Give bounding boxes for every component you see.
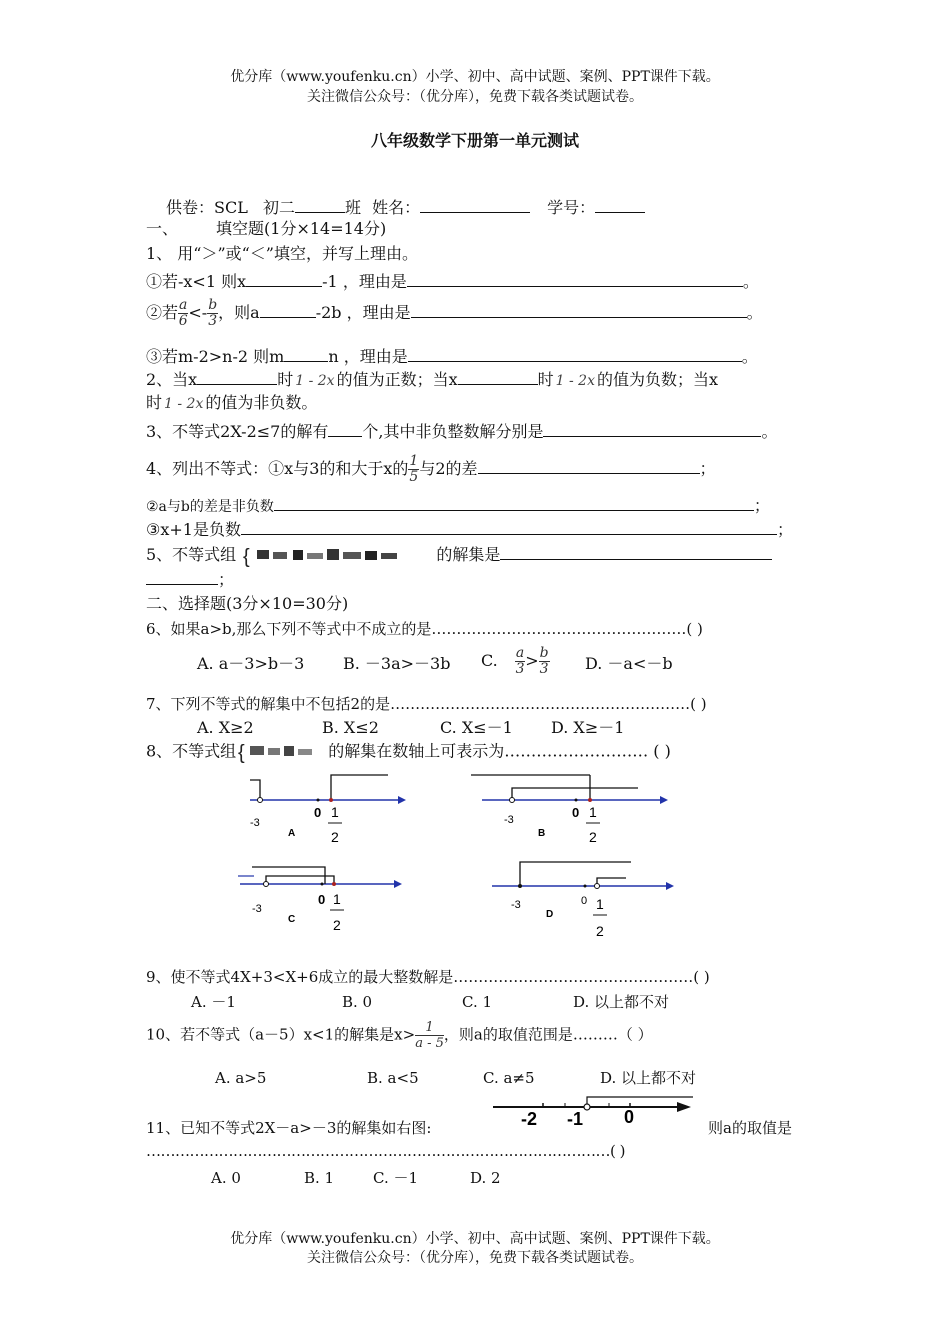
diagram-label-a: A [288, 828, 296, 839]
q4-semicolon-3: ； [776, 520, 793, 539]
solution-bracket-left [520, 862, 631, 886]
number-blank[interactable] [595, 196, 645, 213]
fraction-numerator: 1 [415, 1020, 444, 1036]
q2-line2 [146, 393, 317, 414]
half-denominator: 2 [331, 829, 339, 845]
q4-blank-2[interactable] [274, 494, 754, 511]
q6-c-fraction-1 [515, 646, 525, 677]
q11-option-b[interactable]: B. 1 [304, 1169, 335, 1187]
q2-line1 [146, 368, 718, 391]
q1-b-blank[interactable] [260, 301, 316, 318]
q4-semicolon-2: ； [753, 496, 770, 515]
axis-arrow-icon [660, 796, 668, 804]
q11-number-line [493, 1094, 698, 1130]
diagram-label-b: B [538, 828, 546, 839]
q5-blank-line1[interactable] [500, 543, 772, 560]
half-dot [588, 798, 592, 802]
grade-label: 初二 [262, 198, 295, 217]
tick-label-0: 0 [318, 892, 326, 907]
tick-label-0: 0 [314, 805, 322, 820]
tick-label-m3: -3 [252, 903, 262, 915]
q4-fraction [408, 454, 419, 485]
q1-b-reason-label: -2b ，理由是 [315, 303, 411, 322]
q1-b-less-than: <- [188, 303, 208, 322]
q1-c-reason-blank[interactable] [408, 345, 742, 362]
tick-label-m1: -1 [567, 1109, 584, 1129]
q6-option-c-label: C. [481, 651, 498, 670]
q1-c-prefix: ③若m-2>n-2 则m [146, 347, 285, 366]
q3-count-blank[interactable] [328, 420, 362, 437]
q10-option-c[interactable]: C. a≠5 [483, 1069, 535, 1087]
section2-heading: 二、选择题(3分×10=30分) [146, 594, 349, 613]
fraction-denominator: 6 [178, 313, 188, 329]
tick-label-0: 0 [581, 895, 588, 907]
zero-dot [584, 885, 587, 888]
q4-semicolon-1: ； [699, 459, 716, 478]
half-denominator: 2 [589, 829, 597, 845]
half-denominator: 2 [596, 923, 604, 939]
q8-diagram-d[interactable] [492, 862, 674, 939]
q8-inequality-system-image [236, 741, 328, 763]
q1-c-reason-label: n ，理由是 [328, 347, 408, 366]
q11-option-c[interactable]: C. －1 [373, 1169, 419, 1187]
half-numerator: 1 [596, 896, 604, 912]
name-label: 姓名： [372, 198, 421, 217]
q4-line2 [146, 494, 770, 517]
page-title: 八年级数学下册第一单元测试 [370, 131, 579, 150]
q2-expression-3: 1 - 2x [164, 396, 204, 412]
q2-when-1: 时 [277, 370, 294, 389]
half-numerator: 1 [589, 804, 597, 820]
open-point-marker [264, 882, 269, 887]
q9-option-b[interactable]: B. 0 [342, 993, 373, 1011]
q10-option-d[interactable]: D. 以上都不对 [600, 1069, 697, 1087]
solution-bracket-left [512, 788, 638, 800]
half-numerator: 1 [331, 804, 339, 820]
q6-c-greater-than: > [525, 651, 539, 670]
solution-bracket-right [597, 878, 626, 886]
q5-line1 [146, 543, 772, 567]
q1-a-blank[interactable] [246, 270, 322, 287]
fraction-numerator: b [539, 645, 549, 661]
q1-c-end: 。 [741, 347, 758, 366]
q6-option-b[interactable]: B. －3a>－3b [343, 654, 451, 673]
number-label: 学号： [547, 198, 596, 217]
svg-text:{: { [243, 545, 250, 567]
q3-middle: 个,其中非负整数解分别是 [362, 422, 544, 441]
q10-suffix: ，则a的取值范围是………（ ） [443, 1025, 653, 1044]
class-label: 班 [344, 198, 361, 217]
q4-diff-text: 与2的差 [419, 459, 478, 478]
fraction-denominator: 3 [515, 661, 525, 677]
q4-prefix: 4、列出不等式：①x与3的和大于x的 [146, 459, 409, 478]
q1-a-prefix: ①若-x<1 则x [146, 272, 247, 291]
q4-line3 [146, 518, 793, 540]
q5-line2 [146, 568, 234, 590]
q6-option-d[interactable]: D. －a<－b [585, 654, 673, 673]
q8-diagram-c[interactable] [238, 867, 402, 933]
q7-option-c[interactable]: C. X≤－1 [440, 718, 513, 737]
solution-bracket-right [331, 775, 388, 800]
footer-line-2: 关注微信公众号：（优分库），免费下载各类试题试卷。 [307, 1250, 643, 1266]
fraction-numerator: 1 [409, 453, 419, 469]
q9-option-a[interactable]: A. －1 [191, 993, 236, 1011]
q10-option-a[interactable]: A. a>5 [215, 1069, 267, 1087]
q2-when-3: 时 [146, 393, 163, 412]
solution-bracket-left [250, 780, 260, 800]
half-dot [329, 798, 333, 802]
q4-blank-3[interactable] [241, 518, 777, 535]
q5-solution-label: 的解集是 [436, 545, 501, 564]
q11-option-a[interactable]: A. 0 [211, 1169, 241, 1187]
q10-prefix: 10、若不等式（a－5）x<1的解集是x> [146, 1025, 416, 1044]
solution-bracket-right [266, 876, 334, 884]
q1-b-fraction-2 [207, 298, 218, 329]
footer-line-1: 优分库（www.youfenku.cn）小学、初中、高中试题、案例、PPT课件下载。 [230, 1231, 720, 1247]
q1-b [146, 298, 763, 329]
q9-option-c[interactable]: C. 1 [462, 993, 493, 1011]
tick-label-m3: -3 [504, 814, 514, 826]
q1-c [146, 345, 758, 367]
q1-b-end: 。 [746, 303, 763, 322]
header-line-2: 关注微信公众号：（优分库），免费下载各类试题试卷。 [307, 89, 643, 105]
q8-number-line-diagrams [230, 770, 690, 950]
q3-end: 。 [761, 422, 778, 441]
tick-label-0: 0 [572, 805, 580, 820]
q11-option-d[interactable]: D. 2 [470, 1169, 501, 1187]
axis-arrow-icon [666, 882, 674, 890]
q2-prefix: 2、当x [146, 370, 198, 389]
tick-label-m2: -2 [521, 1109, 538, 1129]
open-point-marker [510, 798, 515, 803]
q1-a-reason-blank[interactable] [407, 270, 743, 287]
fraction-numerator: a [515, 645, 525, 661]
header-line-1: 优分库（www.youfenku.cn）小学、初中、高中试题、案例、PPT课件下载。 [230, 69, 720, 85]
q3-solutions-blank[interactable] [543, 420, 761, 437]
q2-expression-2: 1 - 2x [555, 373, 595, 389]
class-blank[interactable] [295, 196, 345, 213]
inequality-system-image [241, 545, 431, 567]
q6-option-c[interactable] [481, 646, 550, 677]
open-point-marker [258, 798, 263, 803]
q1-a [146, 270, 759, 292]
q2-nonnegative-text: 的值为非负数。 [205, 393, 318, 412]
q8-diagram-b[interactable] [471, 775, 668, 845]
q10-option-b[interactable]: B. a<5 [367, 1069, 419, 1087]
closed-point-marker [518, 884, 522, 888]
fraction-denominator: 3 [208, 313, 218, 329]
q3-prefix: 3、不等式2X-2≤7的解有 [146, 422, 329, 441]
q2-when-2: 时 [537, 370, 554, 389]
q8-stem [146, 741, 671, 763]
fraction-denominator: 5 [409, 469, 419, 485]
q1-stem: 1、 用“＞”或“＜”填空，并写上理由。 [146, 244, 418, 263]
q11-stem: 11、已知不等式2X－a>－3的解集如右图: [146, 1119, 432, 1137]
q3 [146, 420, 777, 442]
zero-dot [321, 883, 324, 886]
fraction-denominator: a - 5 [415, 1036, 444, 1051]
q7-option-d[interactable]: D. X≥－1 [551, 718, 625, 737]
q7-stem: 7、下列不等式的解集中不包括2的是……………………………………………………( ) [146, 695, 707, 713]
axis-arrow-icon [394, 880, 402, 888]
zero-dot [575, 799, 578, 802]
fraction-numerator: b [208, 297, 218, 313]
q2-negative-text: 的值为负数；当x [596, 370, 718, 389]
section1-number: 一、 [146, 219, 179, 238]
half-numerator: 1 [333, 891, 341, 907]
supplier-label: 供卷：SCL [166, 198, 248, 217]
student-info-line [166, 196, 645, 218]
q7-option-a[interactable]: A. X≥2 [197, 718, 254, 737]
fraction-numerator: a [179, 297, 188, 313]
q10-fraction [415, 1020, 444, 1051]
open-point-marker [584, 1104, 590, 1110]
q6-option-a[interactable]: A. a－3>b－3 [197, 654, 305, 673]
q11-stem-suffix: 则a的取值是 [708, 1119, 792, 1137]
q2-blank-1[interactable] [197, 368, 277, 385]
q4-item-3: ③x+1是负数 [146, 520, 241, 539]
q9-option-d[interactable]: D. 以上都不对 [573, 993, 670, 1011]
q4-line1 [146, 454, 716, 485]
tick-label-m3: -3 [250, 817, 260, 829]
q4-item-2: ②a与b的差是非负数 [146, 499, 274, 515]
diagram-label-d: D [546, 909, 554, 920]
q4-blank-1[interactable] [478, 457, 700, 474]
axis-arrow-icon [677, 1102, 691, 1112]
svg-text:{: { [238, 742, 245, 763]
q8-prefix: 8、不等式组 [146, 741, 237, 761]
q1-b-prefix: ②若 [146, 303, 179, 322]
section1-heading [146, 219, 386, 239]
q1-b-fraction-1 [178, 298, 188, 329]
half-dot [332, 882, 336, 886]
tick-label-0: 0 [624, 1107, 635, 1127]
zero-dot [317, 799, 320, 802]
q2-expression-1: 1 - 2x [295, 373, 335, 389]
section1-title: 填空题(1分×14=14分) [216, 219, 387, 238]
axis-arrow-icon [398, 796, 406, 804]
q1-b-then: ，则a [218, 303, 260, 322]
q5-semicolon: ； [218, 570, 235, 589]
q11-dots: ……………………………………………………………………………………( ) [146, 1142, 625, 1160]
q2-positive-text: 的值为正数；当x [336, 370, 458, 389]
diagram-label-c: C [288, 914, 296, 925]
q5-blank-line2[interactable] [146, 568, 218, 585]
fraction-denominator: 3 [539, 661, 549, 677]
q1-a-reason-label: -1 ，理由是 [322, 272, 407, 291]
q9-stem: 9、使不等式4X+3<X+6成立的最大整数解是…………………………………………( ) [146, 968, 710, 986]
q8-suffix: 的解集在数轴上可表示为……………………… ( ) [328, 741, 671, 761]
q7-option-b[interactable]: B. X≤2 [322, 718, 379, 737]
q6-stem: 6、如果a>b,那么下列不等式中不成立的是……………………………………………( ) [146, 620, 703, 638]
name-blank[interactable] [420, 196, 530, 213]
q6-c-fraction-2 [539, 646, 550, 677]
q1-c-blank[interactable] [284, 345, 328, 362]
half-open-marker [595, 884, 600, 889]
q2-blank-2[interactable] [458, 368, 538, 385]
q10-stem [146, 1020, 653, 1051]
q8-diagram-a[interactable] [250, 775, 406, 845]
q5-prefix: 5、不等式组 [146, 545, 237, 564]
half-denominator: 2 [333, 917, 341, 933]
q1-a-end: 。 [742, 272, 759, 291]
q1-b-reason-blank[interactable] [411, 301, 747, 318]
tick-label-m3: -3 [511, 899, 521, 911]
